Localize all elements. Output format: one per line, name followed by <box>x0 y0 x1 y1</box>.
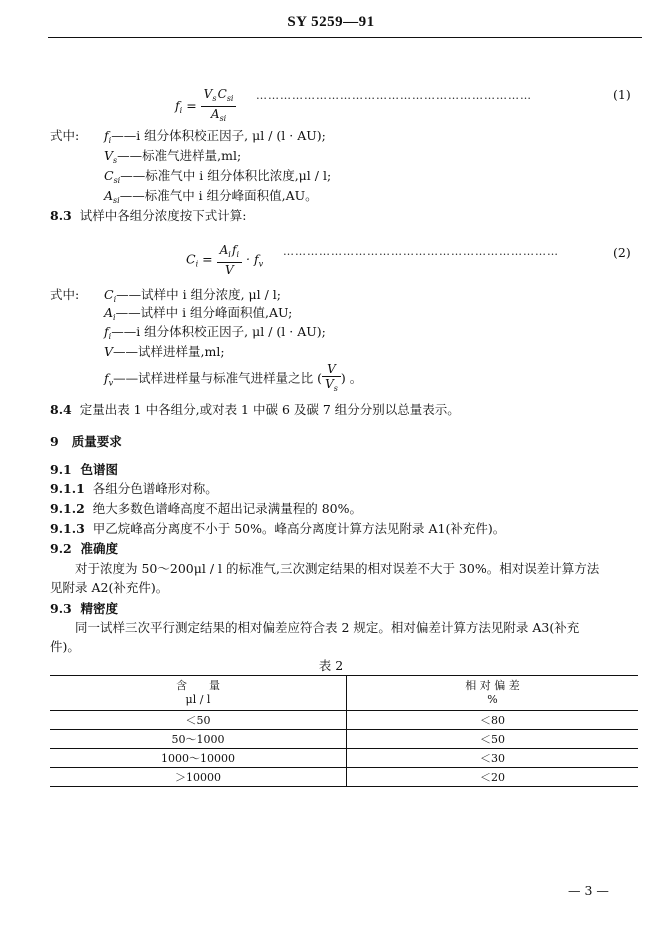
section-9-2-heading: 9.2 准确度 <box>50 541 118 556</box>
section-8-3: 8.3 试样中各组分浓度按下式计算: <box>50 208 247 223</box>
where-label-2: 式中: <box>50 287 80 302</box>
where-2-item: $A_i——$试样中 i 组分峰面积值,AU; <box>104 305 293 322</box>
where-1-item: $A_{si}——$标准气中 i 组分峰面积值,AU。 <box>104 188 318 205</box>
table-2-title: 表 2 <box>318 658 344 673</box>
equation-1-fraction: $\frac{V_s C_{si}}{A_{si}}$ <box>201 87 237 126</box>
where-2-item: $C_i——$试样中 i 组分浓度, μl / l; <box>104 287 282 304</box>
equation-2: $C_i$ = $\frac{A_i f_i}{V}$ · $f_v$ <box>186 243 264 277</box>
where-2-item: V——试样进样量,ml; <box>104 344 225 359</box>
section-9-3-para-line-1: 同一试样三次平行测定结果的相对偏差应符合表 2 规定。相对偏差计算方法见附录 A3(补充 <box>75 620 580 635</box>
table-2 <box>50 675 638 787</box>
section-9-heading: 9 质量要求 <box>50 434 122 449</box>
where-1-item: $C_{si}——$标准气中 i 组分体积比浓度,μl / l; <box>104 168 332 185</box>
where-1-item: $V_s——$标准气进样量,ml; <box>104 148 242 165</box>
where-label-1: 式中: <box>50 128 80 143</box>
equation-2-leader-dots: …………………………………………………………… <box>283 245 559 258</box>
table-header-deviation: 相 对 偏 差 % <box>347 676 639 711</box>
section-9-1-1: 9.1.1 各组分色谱峰形对称。 <box>50 481 218 496</box>
where-2-item: $f_i——i$ 组分体积校正因子, μl / (l · AU); <box>104 324 326 341</box>
section-9-1-2: 9.1.2 绝大多数色谱峰高度不超出记录满量程的 80%。 <box>50 501 363 516</box>
header-rule <box>48 37 642 38</box>
page-header-code: SY 5259—91 <box>287 14 375 30</box>
equation-2-fraction: $\frac{A_i f_i}{V}$ <box>217 243 242 277</box>
table-header-content: 含 量 μl / l <box>50 676 347 711</box>
section-9-2-para-line-2: 见附录 A2(补充件)。 <box>50 580 169 595</box>
equation-2-number: (2) <box>613 245 631 260</box>
fv-fraction: $\frac{V}{V_s}$ <box>322 362 341 396</box>
equation-1-leader-dots: …………………………………………………………… <box>256 89 532 102</box>
section-8-4: 8.4 定量出表 1 中各组分,或对表 1 中碳 6 及碳 7 组分分别以总量表示。 <box>50 402 460 417</box>
page-number: — 3 — <box>568 883 609 898</box>
section-9-1-3: 9.1.3 甲乙烷峰高分离度不小于 50%。峰高分离度计算方法见附录 A1(补充件)。 <box>50 521 506 536</box>
section-9-3-para-line-2: 件)。 <box>50 639 80 654</box>
where-1-item: $f_i——i$ 组分体积校正因子, μl / (l · AU); <box>104 128 326 145</box>
section-9-3-heading: 9.3 精密度 <box>50 601 118 616</box>
table-row: ＜50 ＜80 <box>50 711 638 730</box>
table-row: ＞10000 ＜20 <box>50 768 638 787</box>
where-2-item-fv: $f_v——$试样进样量与标准气进样量之比 ( $\frac{V}{V_s}$ ) 。 <box>104 362 362 396</box>
table-row: 50～1000 ＜50 <box>50 730 638 749</box>
table-row: 1000～10000 ＜30 <box>50 749 638 768</box>
section-9-2-para-line-1: 对于浓度为 50～200μl / l 的标准气,三次测定结果的相对误差不大于 30%。相对误差计算方法 <box>75 561 600 576</box>
equation-1-number: (1) <box>613 87 631 102</box>
equation-1: $f_i$ = $\frac{V_s C_{si}}{A_{si}}$ <box>175 87 236 126</box>
section-9-1-heading: 9.1 色谱图 <box>50 462 118 477</box>
